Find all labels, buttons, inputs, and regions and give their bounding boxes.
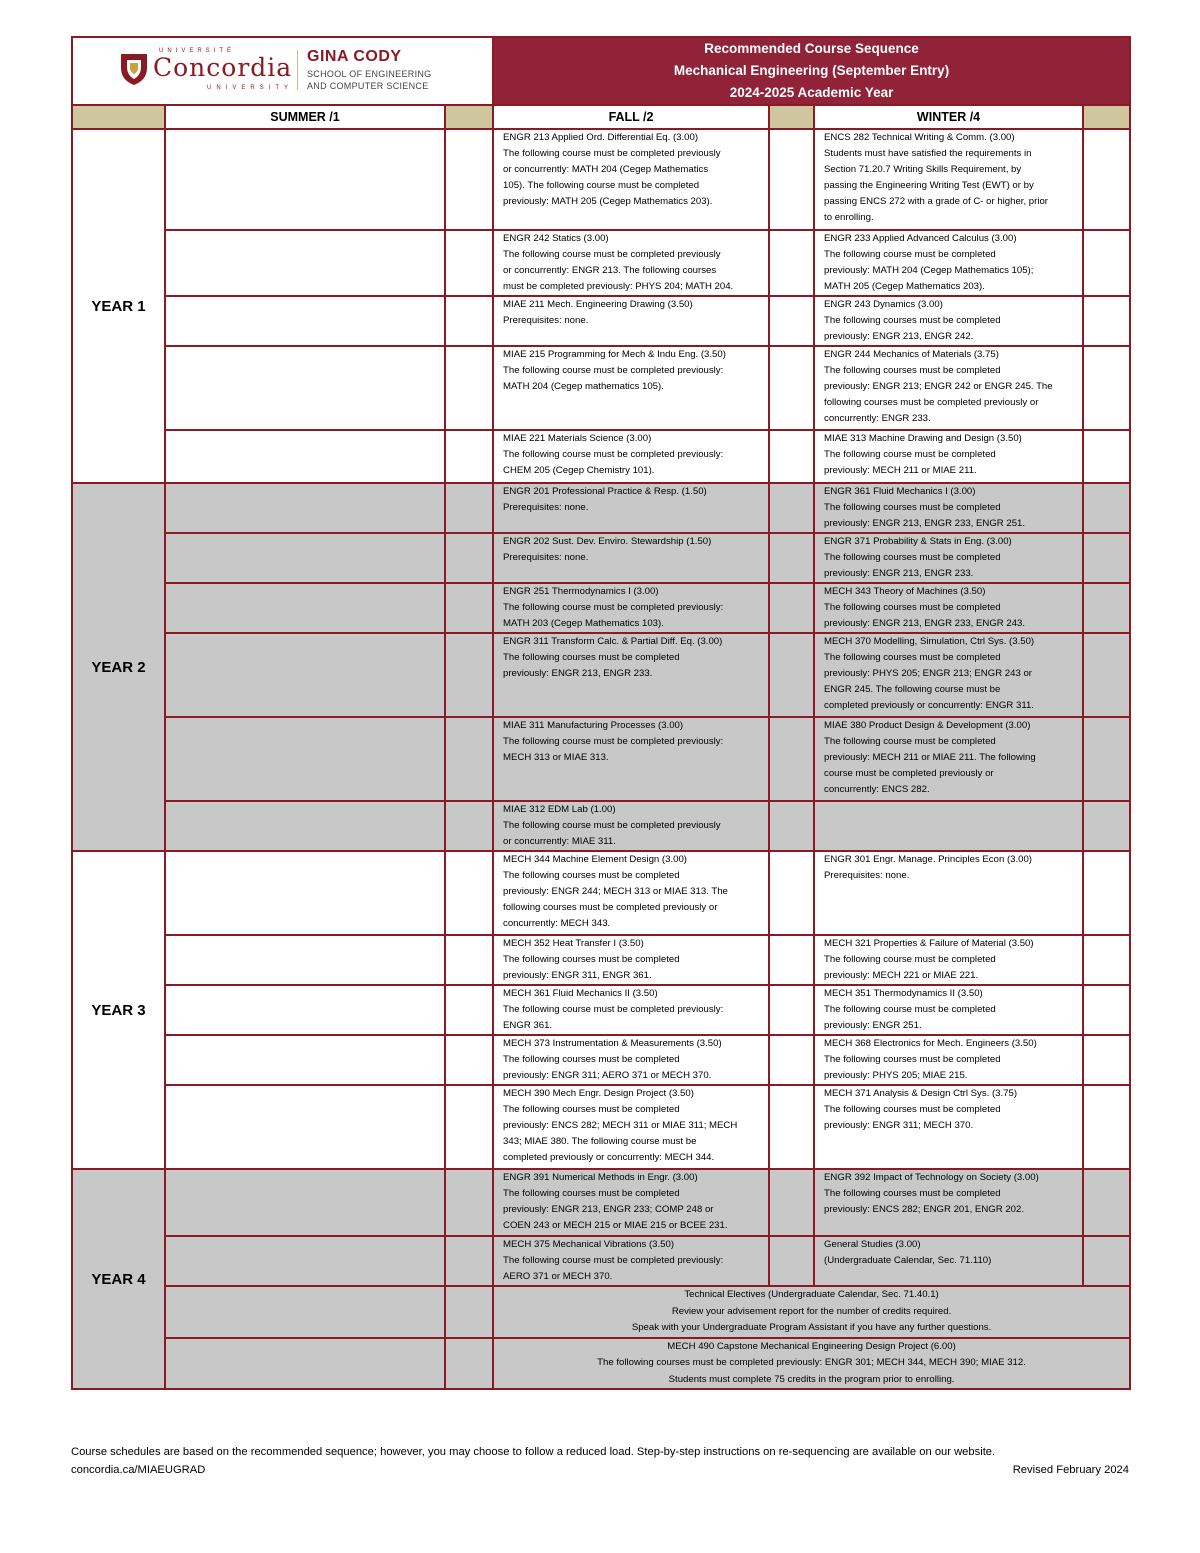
- fall-credit-cell: [769, 483, 814, 533]
- course-title: ENGR 213 Applied Ord. Differential Eq. (3.00): [503, 132, 699, 143]
- course-prerequisite-line: The following course must be completed previously:: [503, 602, 724, 613]
- course-title: MIAE 215 Programming for Mech & Indu Eng. (3.50): [503, 349, 726, 360]
- fall-course-cell: [493, 533, 769, 583]
- fall-credit-cell: [769, 633, 814, 717]
- fall-course-cell: [493, 985, 769, 1035]
- winter-course-cell: [814, 1035, 1083, 1085]
- year-column-header: [72, 105, 165, 129]
- logo-universite: UNIVERSITÉ: [159, 48, 236, 54]
- summer-credit-header: [445, 105, 493, 129]
- course-prerequisite-line: following courses must be completed previously or: [503, 902, 718, 913]
- winter-course-cell: [814, 801, 1083, 851]
- summer-credit-cell: [445, 583, 493, 633]
- course-prerequisite-line: MATH 204 (Cegep mathematics 105).: [503, 381, 664, 392]
- winter-course-cell: [814, 346, 1083, 430]
- winter-credit-cell: [1083, 851, 1130, 935]
- summer-credit-cell: [445, 717, 493, 801]
- course-row: [72, 1286, 1130, 1338]
- course-prerequisite-line: or concurrently: MATH 204 (Cegep Mathematics: [503, 164, 709, 175]
- fall-course-cell: [493, 346, 769, 430]
- course-title: MECH 390 Mech Engr. Design Project (3.50): [503, 1088, 694, 1099]
- summer-credit-cell: [445, 483, 493, 533]
- summer-credit-cell: [445, 296, 493, 346]
- logo-wordmark: Concordia: [153, 53, 293, 82]
- winter-credit-cell: [1083, 633, 1130, 717]
- logo-cell: [72, 37, 493, 105]
- fall-course-cell: [493, 296, 769, 346]
- course-prerequisite-line: The following course must be completed: [824, 1004, 996, 1015]
- document-title-block: [493, 37, 1130, 105]
- course-prerequisite-line: The following courses must be completed: [824, 315, 1001, 326]
- fall-course-cell: [493, 230, 769, 296]
- document-title: Recommended Course Sequence: [704, 41, 919, 56]
- winter-course-cell: [814, 851, 1083, 935]
- course-sequence-sheet: [71, 36, 1129, 1390]
- course-prerequisite-line: The following courses must be completed: [824, 652, 1001, 663]
- course-prerequisite-line: previously: ENGR 244; MECH 313 or MIAE 313. The: [503, 886, 728, 897]
- winter-credit-cell: [1083, 985, 1130, 1035]
- course-prerequisite-line: The following course must be completed previously: [503, 148, 721, 159]
- fall-credit-cell: [769, 1085, 814, 1169]
- course-row: [72, 717, 1130, 801]
- course-title: ENGR 242 Statics (3.00): [503, 233, 609, 244]
- course-prerequisite-line: to enrolling.: [824, 212, 874, 223]
- course-title: ENGR 251 Thermodynamics I (3.00): [503, 586, 659, 597]
- fall-course-cell: [493, 633, 769, 717]
- fall-course-cell: [493, 129, 769, 230]
- course-prerequisite-line: concurrently: ENCS 282.: [824, 784, 930, 795]
- winter-credit-cell: [1083, 1035, 1130, 1085]
- course-row: [72, 1236, 1130, 1286]
- winter-credit-cell: [1083, 1236, 1130, 1286]
- course-prerequisite-line: previously: ENGR 251.: [824, 1020, 922, 1031]
- winter-credit-cell: [1083, 129, 1130, 230]
- fall-course-cell: [493, 1169, 769, 1236]
- summer-course-cell: [165, 985, 445, 1035]
- course-title: MECH 373 Instrumentation & Measurements (3.50): [503, 1038, 722, 1049]
- course-row: [72, 533, 1130, 583]
- summer-course-cell: [165, 801, 445, 851]
- course-title: MIAE 221 Materials Science (3.00): [503, 433, 652, 444]
- summer-course-cell: [165, 1085, 445, 1169]
- winter-credit-cell: [1083, 583, 1130, 633]
- course-title: MECH 368 Electronics for Mech. Engineers (3.50): [824, 1038, 1037, 1049]
- summer-credit-cell: [445, 533, 493, 583]
- block-line: Speak with your Undergraduate Program Assistant if you have any further questions.: [631, 1322, 992, 1333]
- course-title: MIAE 211 Mech. Engineering Drawing (3.50): [503, 299, 693, 310]
- summer-credit-cell: [445, 1085, 493, 1169]
- summer-credit-cell: [445, 851, 493, 935]
- course-prerequisite-line: previously: ENGR 213, ENGR 233, ENGR 243.: [824, 618, 1026, 629]
- course-prerequisite-line: The following course must be completed previously:: [503, 736, 724, 747]
- course-prerequisite-line: Section 71.20.7 Writing Skills Requirement, by: [824, 164, 1022, 175]
- fall-credit-cell: [769, 1169, 814, 1236]
- winter-credit-cell: [1083, 483, 1130, 533]
- course-row: [72, 129, 1130, 230]
- course-row: [72, 633, 1130, 717]
- course-row: [72, 1035, 1130, 1085]
- course-prerequisite-line: completed previously or concurrently: ENGR 311.: [824, 700, 1034, 711]
- course-prerequisite-line: ENGR 361.: [503, 1020, 553, 1031]
- elective-block: [493, 1338, 1130, 1390]
- course-prerequisite-line: The following course must be completed previously: [503, 249, 721, 260]
- summer-credit-cell: [445, 633, 493, 717]
- winter-credit-cell: [1083, 230, 1130, 296]
- course-title: MECH 343 Theory of Machines (3.50): [824, 586, 986, 597]
- course-prerequisite-line: previously: ENGR 213, ENGR 242.: [824, 331, 974, 342]
- winter-course-cell: [814, 430, 1083, 483]
- course-title: ENGR 311 Transform Calc. & Partial Diff. Eq. (3.00): [503, 636, 723, 647]
- fall-course-cell: [493, 1085, 769, 1169]
- winter-credit-header: [1083, 105, 1130, 129]
- course-title: ENGR 392 Impact of Technology on Society (3.00): [824, 1172, 1039, 1183]
- course-prerequisite-line: The following courses must be completed: [503, 870, 680, 881]
- course-prerequisite-line: previously: MATH 205 (Cegep Mathematics 203).: [503, 196, 713, 207]
- summer-credit-cell: [445, 1236, 493, 1286]
- summer-credit-cell: [445, 1286, 493, 1338]
- winter-course-cell: [814, 583, 1083, 633]
- course-title: General Studies (3.00): [824, 1239, 921, 1250]
- course-row: [72, 430, 1130, 483]
- fall-credit-cell: [769, 985, 814, 1035]
- course-prerequisite-line: The following courses must be completed: [824, 1188, 1001, 1199]
- winter-course-cell: [814, 985, 1083, 1035]
- fall-course-cell: [493, 483, 769, 533]
- course-prerequisite-line: The following courses must be completed: [824, 365, 1001, 376]
- course-prerequisite-line: Prerequisites: none.: [503, 502, 589, 513]
- course-title: ENGR 244 Mechanics of Materials (3.75): [824, 349, 999, 360]
- winter-course-cell: [814, 533, 1083, 583]
- course-row: [72, 1338, 1130, 1390]
- school-line-2: AND COMPUTER SCIENCE: [307, 81, 429, 91]
- course-prerequisite-line: MATH 205 (Cegep Mathematics 203).: [824, 281, 985, 292]
- page-footer: [71, 1443, 1129, 1479]
- winter-credit-cell: [1083, 533, 1130, 583]
- course-title: MECH 361 Fluid Mechanics II (3.50): [503, 988, 658, 999]
- course-prerequisite-line: course must be completed previously or: [824, 768, 994, 779]
- fall-credit-cell: [769, 533, 814, 583]
- winter-course-cell: [814, 483, 1083, 533]
- fall-course-cell: [493, 851, 769, 935]
- logo-university: UNIVERSITY: [207, 85, 294, 91]
- course-prerequisite-line: must be completed previously: PHYS 204; MATH 204.: [503, 281, 734, 292]
- course-prerequisite-line: previously: ENGR 213; ENGR 242 or ENGR 245. The: [824, 381, 1053, 392]
- school-line-1: SCHOOL OF ENGINEERING: [307, 69, 432, 79]
- course-title: ENCS 282 Technical Writing & Comm. (3.00): [824, 132, 1015, 143]
- winter-credit-cell: [1083, 717, 1130, 801]
- winter-credit-cell: [1083, 1169, 1130, 1236]
- course-prerequisite-line: The following course must be completed previously:: [503, 449, 724, 460]
- course-prerequisite-line: The following courses must be completed: [503, 954, 680, 965]
- course-prerequisite-line: previously: MATH 204 (Cegep Mathematics 105);: [824, 265, 1034, 276]
- course-prerequisite-line: The following courses must be completed: [503, 1054, 680, 1065]
- course-title: MIAE 313 Machine Drawing and Design (3.50): [824, 433, 1022, 444]
- summer-course-cell: [165, 583, 445, 633]
- course-prerequisite-line: Prerequisites: none.: [503, 315, 589, 326]
- fall-course-cell: [493, 1236, 769, 1286]
- course-row: [72, 346, 1130, 430]
- course-prerequisite-line: following courses must be completed previously or: [824, 397, 1039, 408]
- course-prerequisite-line: MECH 313 or MIAE 313.: [503, 752, 609, 763]
- summer-credit-cell: [445, 430, 493, 483]
- course-prerequisite-line: The following course must be completed: [824, 736, 996, 747]
- summer-credit-cell: [445, 935, 493, 985]
- course-title: ENGR 201 Professional Practice & Resp. (1.50): [503, 486, 707, 497]
- fall-credit-cell: [769, 346, 814, 430]
- course-title: ENGR 391 Numerical Methods in Engr. (3.00): [503, 1172, 698, 1183]
- block-line: Students must complete 75 credits in the program prior to enrolling.: [668, 1373, 955, 1385]
- course-title: MECH 375 Mechanical Vibrations (3.50): [503, 1239, 675, 1250]
- course-prerequisite-line: 343; MIAE 380. The following course must be: [503, 1136, 697, 1147]
- academic-year: 2024-2025 Academic Year: [729, 85, 894, 100]
- column-header-row: [72, 105, 1130, 129]
- program-name: Mechanical Engineering (September Entry): [673, 63, 950, 78]
- winter-course-cell: [814, 935, 1083, 985]
- course-title: ENGR 202 Sust. Dev. Enviro. Stewardship (1.50): [503, 536, 712, 547]
- course-prerequisite-line: The following course must be completed previously:: [503, 1004, 724, 1015]
- winter-course-cell: [814, 230, 1083, 296]
- course-prerequisite-line: previously: ENGR 213, ENGR 233; COMP 248 or: [503, 1204, 714, 1215]
- course-prerequisite-line: previously: MECH 211 or MIAE 211. The following: [824, 752, 1036, 763]
- summer-course-cell: [165, 296, 445, 346]
- year-label: YEAR 1: [72, 129, 165, 483]
- course-prerequisite-line: previously: PHYS 205; ENGR 213; ENGR 243 or: [824, 668, 1032, 679]
- winter-course-cell: [814, 129, 1083, 230]
- course-prerequisite-line: completed previously or concurrently: MECH 344.: [503, 1152, 715, 1163]
- course-prerequisite-line: concurrently: ENGR 233.: [824, 413, 931, 424]
- course-row: [72, 985, 1130, 1035]
- course-prerequisite-line: The following courses must be completed: [824, 1054, 1001, 1065]
- year-label: YEAR 4: [72, 1169, 165, 1389]
- course-prerequisite-line: previously: ENCS 282; MECH 311 or MIAE 311; MECH: [503, 1120, 738, 1131]
- summer-course-cell: [165, 633, 445, 717]
- course-prerequisite-line: previously: ENGR 213, ENGR 233.: [824, 568, 974, 579]
- footer-note: Course schedules are based on the recommended sequence; however, you may choose to follow a reduced load. Step-by-step instructions on re-sequencing are available on our website.: [71, 1446, 996, 1458]
- course-prerequisite-line: Students must have satisfied the requirements in: [824, 148, 1032, 159]
- course-prerequisite-line: ENGR 245. The following course must be: [824, 684, 1001, 695]
- course-row: [72, 230, 1130, 296]
- concordia-shield-icon: [119, 52, 149, 86]
- winter-course-cell: [814, 633, 1083, 717]
- course-title: ENGR 361 Fluid Mechanics I (3.00): [824, 486, 976, 497]
- course-row: [72, 1169, 1130, 1236]
- course-prerequisite-line: The following course must be completed: [824, 449, 996, 460]
- course-prerequisite-line: 105). The following course must be completed: [503, 180, 700, 191]
- revision-date: Revised February 2024: [1012, 1464, 1129, 1476]
- course-prerequisite-line: The following courses must be completed: [503, 652, 680, 663]
- fall-course-cell: [493, 935, 769, 985]
- winter-column-header: WINTER /4: [814, 105, 1083, 129]
- course-row: [72, 851, 1130, 935]
- summer-course-cell: [165, 1169, 445, 1236]
- course-title: ENGR 233 Applied Advanced Calculus (3.00): [824, 233, 1017, 244]
- course-title: ENGR 243 Dynamics (3.00): [824, 299, 943, 310]
- course-prerequisite-line: MATH 203 (Cegep Mathematics 103).: [503, 618, 664, 629]
- course-prerequisite-line: The following courses must be completed: [503, 1104, 680, 1115]
- course-prerequisite-line: previously: ENGR 213, ENGR 233, ENGR 251.: [824, 518, 1026, 529]
- course-prerequisite-line: The following course must be completed previously:: [503, 365, 724, 376]
- winter-credit-cell: [1083, 430, 1130, 483]
- course-prerequisite-line: Prerequisites: none.: [503, 552, 589, 563]
- fall-credit-cell: [769, 230, 814, 296]
- summer-course-cell: [165, 533, 445, 583]
- year-label: YEAR 2: [72, 483, 165, 851]
- summer-credit-cell: [445, 801, 493, 851]
- block-title: Technical Electives (Undergraduate Calendar, Sec. 71.40.1): [684, 1289, 939, 1300]
- summer-course-cell: [165, 346, 445, 430]
- summer-course-cell: [165, 430, 445, 483]
- course-row: [72, 483, 1130, 533]
- summer-credit-cell: [445, 1169, 493, 1236]
- school-name: GINA CODY: [307, 48, 402, 65]
- course-prerequisite-line: or concurrently: ENGR 213. The following courses: [503, 265, 717, 276]
- course-row: [72, 296, 1130, 346]
- course-prerequisite-line: The following course must be completed: [824, 954, 996, 965]
- course-prerequisite-line: The following course must be completed: [824, 249, 996, 260]
- course-prerequisite-line: previously: ENCS 282; ENGR 201, ENGR 202.: [824, 1204, 1024, 1215]
- fall-credit-cell: [769, 129, 814, 230]
- winter-credit-cell: [1083, 296, 1130, 346]
- course-prerequisite-line: previously: MECH 221 or MIAE 221.: [824, 970, 979, 981]
- summer-course-cell: [165, 1035, 445, 1085]
- block-title: MECH 490 Capstone Mechanical Engineering Design Project (6.00): [667, 1340, 956, 1352]
- course-prerequisite-line: The following courses must be completed: [824, 552, 1001, 563]
- winter-credit-cell: [1083, 1085, 1130, 1169]
- fall-course-cell: [493, 801, 769, 851]
- fall-credit-cell: [769, 1236, 814, 1286]
- summer-credit-cell: [445, 129, 493, 230]
- course-prerequisite-line: passing the Engineering Writing Test (EWT) or by: [824, 180, 1034, 191]
- winter-course-cell: [814, 1085, 1083, 1169]
- fall-course-cell: [493, 430, 769, 483]
- winter-course-cell: [814, 1236, 1083, 1286]
- course-sequence-table: [71, 36, 1131, 1390]
- block-line: The following courses must be completed previously: ENGR 301; MECH 344, MECH 390; MIAE 312.: [597, 1357, 1026, 1368]
- footer-link[interactable]: concordia.ca/MIAEUGRAD: [71, 1464, 206, 1476]
- course-title: MIAE 380 Product Design & Development (3.00): [824, 720, 1031, 731]
- year-label: YEAR 3: [72, 851, 165, 1169]
- summer-course-cell: [165, 717, 445, 801]
- winter-course-cell: [814, 296, 1083, 346]
- course-prerequisite-line: previously: ENGR 213, ENGR 233.: [503, 668, 653, 679]
- summer-credit-cell: [445, 1338, 493, 1390]
- course-prerequisite-line: The following courses must be completed: [824, 602, 1001, 613]
- summer-credit-cell: [445, 1035, 493, 1085]
- concordia-logo: [119, 48, 459, 94]
- logo-divider: [297, 50, 298, 90]
- course-row: [72, 583, 1130, 633]
- course-prerequisite-line: The following courses must be completed: [824, 1104, 1001, 1115]
- fall-credit-cell: [769, 935, 814, 985]
- summer-credit-cell: [445, 346, 493, 430]
- summer-credit-cell: [445, 985, 493, 1035]
- winter-credit-cell: [1083, 801, 1130, 851]
- fall-course-cell: [493, 1035, 769, 1085]
- course-title: MECH 371 Analysis & Design Ctrl Sys. (3.75): [824, 1088, 1018, 1099]
- course-title: MECH 351 Thermodynamics II (3.50): [824, 988, 983, 999]
- fall-credit-header: [769, 105, 814, 129]
- course-prerequisite-line: previously: PHYS 205; MIAE 215.: [824, 1070, 968, 1081]
- course-prerequisite-line: concurrently: MECH 343.: [503, 918, 611, 929]
- course-row: [72, 1085, 1130, 1169]
- course-prerequisite-line: The following course must be completed previously:: [503, 1255, 724, 1266]
- summer-credit-cell: [445, 230, 493, 296]
- summer-course-cell: [165, 1286, 445, 1338]
- summer-course-cell: [165, 483, 445, 533]
- course-prerequisite-line: passing ENCS 272 with a grade of C- or higher, prior: [824, 196, 1048, 207]
- summer-course-cell: [165, 935, 445, 985]
- fall-credit-cell: [769, 1035, 814, 1085]
- fall-credit-cell: [769, 430, 814, 483]
- summer-course-cell: [165, 129, 445, 230]
- course-prerequisite-line: The following courses must be completed: [824, 502, 1001, 513]
- fall-credit-cell: [769, 583, 814, 633]
- course-row: [72, 801, 1130, 851]
- course-prerequisite-line: previously: ENGR 311; AERO 371 or MECH 370.: [503, 1070, 712, 1081]
- block-line: Review your advisement report for the number of credits required.: [671, 1305, 952, 1317]
- course-title: MECH 352 Heat Transfer I (3.50): [503, 938, 644, 949]
- fall-column-header: FALL /2: [493, 105, 769, 129]
- course-prerequisite-line: Prerequisites: none.: [824, 870, 910, 881]
- course-prerequisite-line: COEN 243 or MECH 215 or MIAE 215 or BCEE 231.: [503, 1220, 728, 1231]
- course-title: MIAE 311 Manufacturing Processes (3.00): [503, 720, 684, 731]
- course-title: MIAE 312 EDM Lab (1.00): [503, 804, 616, 815]
- fall-credit-cell: [769, 296, 814, 346]
- fall-course-cell: [493, 717, 769, 801]
- elective-block: [493, 1286, 1130, 1338]
- course-title: MECH 370 Modelling, Simulation, Ctrl Sys. (3.50): [824, 636, 1035, 647]
- course-prerequisite-line: AERO 371 or MECH 370.: [503, 1271, 613, 1282]
- course-prerequisite-line: The following course must be completed previously: [503, 820, 721, 831]
- summer-course-cell: [165, 1338, 445, 1390]
- course-title: ENGR 371 Probability & Stats in Eng. (3.00): [824, 536, 1012, 547]
- summer-course-cell: [165, 851, 445, 935]
- course-row: [72, 935, 1130, 985]
- course-title: ENGR 301 Engr. Manage. Principles Econ (3.00): [824, 854, 1033, 865]
- course-title: MECH 321 Properties & Failure of Material (3.50): [824, 938, 1034, 949]
- course-prerequisite-line: previously: MECH 211 or MIAE 211.: [824, 465, 977, 476]
- course-prerequisite-line: (Undergraduate Calendar, Sec. 71.110): [824, 1255, 992, 1266]
- summer-course-cell: [165, 230, 445, 296]
- summer-column-header: SUMMER /1: [165, 105, 445, 129]
- course-prerequisite-line: CHEM 205 (Cegep Chemistry 101).: [503, 465, 655, 476]
- course-prerequisite-line: The following courses must be completed: [503, 1188, 680, 1199]
- fall-credit-cell: [769, 717, 814, 801]
- winter-course-cell: [814, 1169, 1083, 1236]
- course-prerequisite-line: previously: ENGR 311, ENGR 361.: [503, 970, 652, 981]
- summer-course-cell: [165, 1236, 445, 1286]
- winter-credit-cell: [1083, 935, 1130, 985]
- fall-course-cell: [493, 583, 769, 633]
- fall-credit-cell: [769, 801, 814, 851]
- fall-credit-cell: [769, 851, 814, 935]
- winter-course-cell: [814, 717, 1083, 801]
- winter-credit-cell: [1083, 346, 1130, 430]
- course-title: MECH 344 Machine Element Design (3.00): [503, 854, 687, 865]
- course-prerequisite-line: or concurrently: MIAE 311.: [503, 836, 616, 847]
- course-prerequisite-line: previously: ENGR 311; MECH 370.: [824, 1120, 974, 1131]
